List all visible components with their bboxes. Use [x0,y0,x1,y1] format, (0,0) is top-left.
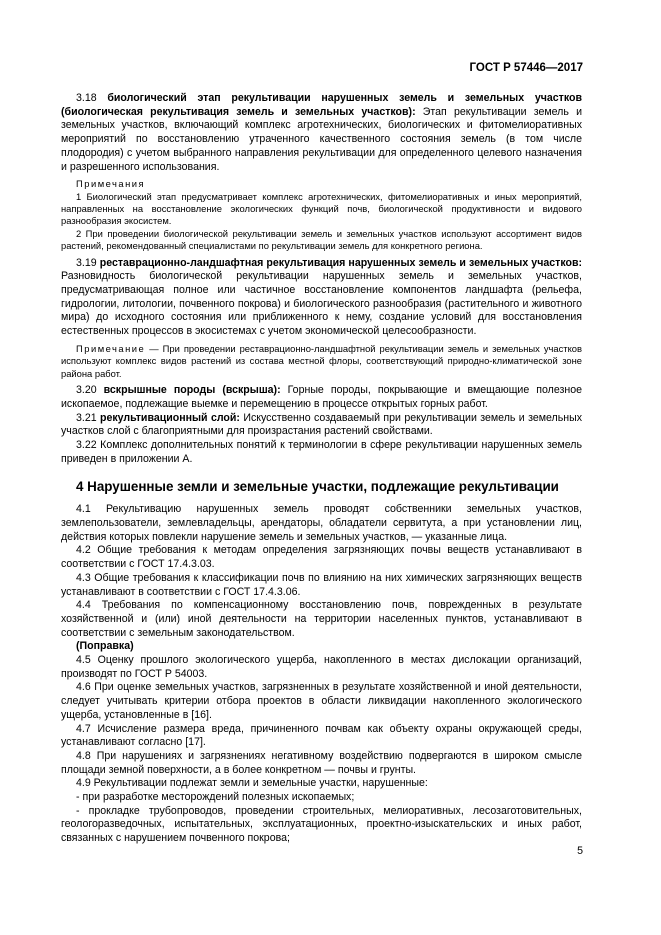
note-3-19 [61,343,582,380]
term-3-19 [61,257,582,339]
term-title: биологический этап рекультивации нарушенных земель и земельных участков (биологическая рекультивация земель и земельных участков): [61,92,582,118]
page-number: 5 [577,845,583,857]
term-3-18 [61,92,582,174]
paragraph-4-9: 4.9 Рекультивации подлежат земли и земельные участки, нарушенные: [76,777,428,790]
term-definition: Горные породы, покрывающие и вмещающие полезное ископаемое, подлежащие выемке и перемещению в процессе открытых горных работ. [61,384,583,410]
term-3-22: 3.22 Комплекс дополнительных понятий к терминологии в сфере рекультивации нарушенных земель приведен в приложении А. [61,438,582,465]
term-title: реставрационно-ландшафтная рекультивация нарушенных земель и земельных участков: [99,256,582,269]
paragraph-4-7: 4.7 Исчисление размера вреда, причиненного почвам как объекту охраны окружающей среды, устанавливают согласно [17]. [61,722,582,749]
paragraph-4-5: 4.5 Оценку прошлого экологического ущерба, накопленного в местах дислокации организаций, производят по ГОСТ Р 54003. [61,654,582,680]
term-3-20 [61,384,582,411]
note-label: Примечание [76,342,146,354]
paragraph-4-6: 4.6 При оценке земельных участков, загрязненных в результате хозяйственной и иной деятельности, следует учитывать критерии отбора проектов в области ликвидации накопленного экологического ущерба, установленные в [16]. [61,681,582,721]
term-title: вскрышные породы (вскрыша): [103,384,281,397]
term-number: 3.18 [76,92,108,104]
paragraph-4-8: 4.8 При нарушениях и загрязнениях негативному воздействию подвергаются в широком смысле площади земной поверхности, а в более конкретном — почвы и грунты. [61,749,582,776]
paragraph-4-3: 4.3 Общие требования к классификации почв по влиянию на них химических загрязняющих веществ устанавливают в соответствии с ГОСТ 17.4.3.06. [61,571,582,598]
list-item: - прокладке трубопроводов, проведении строительных, мелиоративных, лесозаготовительных, геологоразведочных, испытательных, эксплуатационных, проектно-изыскательских и иных работ, связанных с нарушением почвенного покрова; [61,804,582,845]
term-3-21 [61,412,582,439]
list-item: - при разработке месторождений полезных ископаемых; [76,791,355,804]
term-number: 3.21 [76,411,101,424]
note-text: — При проведении реставрационно-ландшафтной рекультивации земель и земельных участков используют комплекс видов растений из состава местной флоры, соответствующий природно-климатической зоне района работ. [61,342,582,379]
section-4-heading: 4 Нарушенные земли и земельные участки, подлежащие рекультивации [76,479,559,495]
paragraph-4-1: 4.1 Рекультивацию нарушенных земель проводят собственники земельных участков, землепользователи, землевладельцы, арендаторы, обладатели сервитута, а при установлении лиц, действия которых повлекли нарушение земель и земельных участков, — указанные лица. [61,503,582,543]
term-title: рекультивационный слой: [100,411,240,424]
paragraph-4-4: 4.4 Требования по компенсационному восстановлению почв, поврежденных в результате хозяйственной и (или) иной деятельности на территории населенных пунктов, устанавливают в соответствии с земельным законодательством. [61,599,582,639]
term-number: 3.20 [76,384,104,397]
term-number: 3.19 [76,256,100,269]
note-2: 2 При проведении биологической рекультивации земель и земельных участков используют ассортимент видов растений, рекомендованный специалистами по рекультивации земель для конкретного региона. [61,227,582,252]
document-header: ГОСТ Р 57446—2017 [469,62,583,74]
term-definition: Этап рекультивации земель и земельных участков, включающий комплекс агротехнических, биологических и фитомелиоративных мероприятий по восстановлению утраченного качественного состояния земель (в том числе плодородия) с учетом выбранного направления рекультивации для определенного целевого назначения и разрешенного использования. [61,105,582,173]
note-1: 1 Биологический этап предусматривает комплекс агротехнических, фитомелиоративных и иных мероприятий, направленных на восстановление экологических функций почв, биологической продуктивности и видового разнообразия экосистем. [61,190,582,227]
paragraph-4-2: 4.2 Общие требования к методам определения загрязняющих почвы веществ устанавливают в соответствии с ГОСТ 17.4.3.03. [61,544,582,571]
document-body [61,92,582,846]
correction-note: (Поправка) [76,640,134,653]
term-definition: Разновидность биологической рекультивации нарушенных земель и земельных участков, предусматривающая полное или частичное восстановление компонентов ландшафта (рельефа, гидрологии, литологии, почвенного покрова) и биологического разнообразия (растительного и животного мира) до исходного состояния или приближенного к нему, создание условий для восстановления естественных процессов в экосистемах с учетом экономической целесообразности. [61,270,582,338]
term-definition: Искусственно создаваемый при рекультивации земель и земельных участков слой с благоприятными для произрастания растений свойствами. [61,411,583,438]
notes-title: Примечания [76,178,146,190]
